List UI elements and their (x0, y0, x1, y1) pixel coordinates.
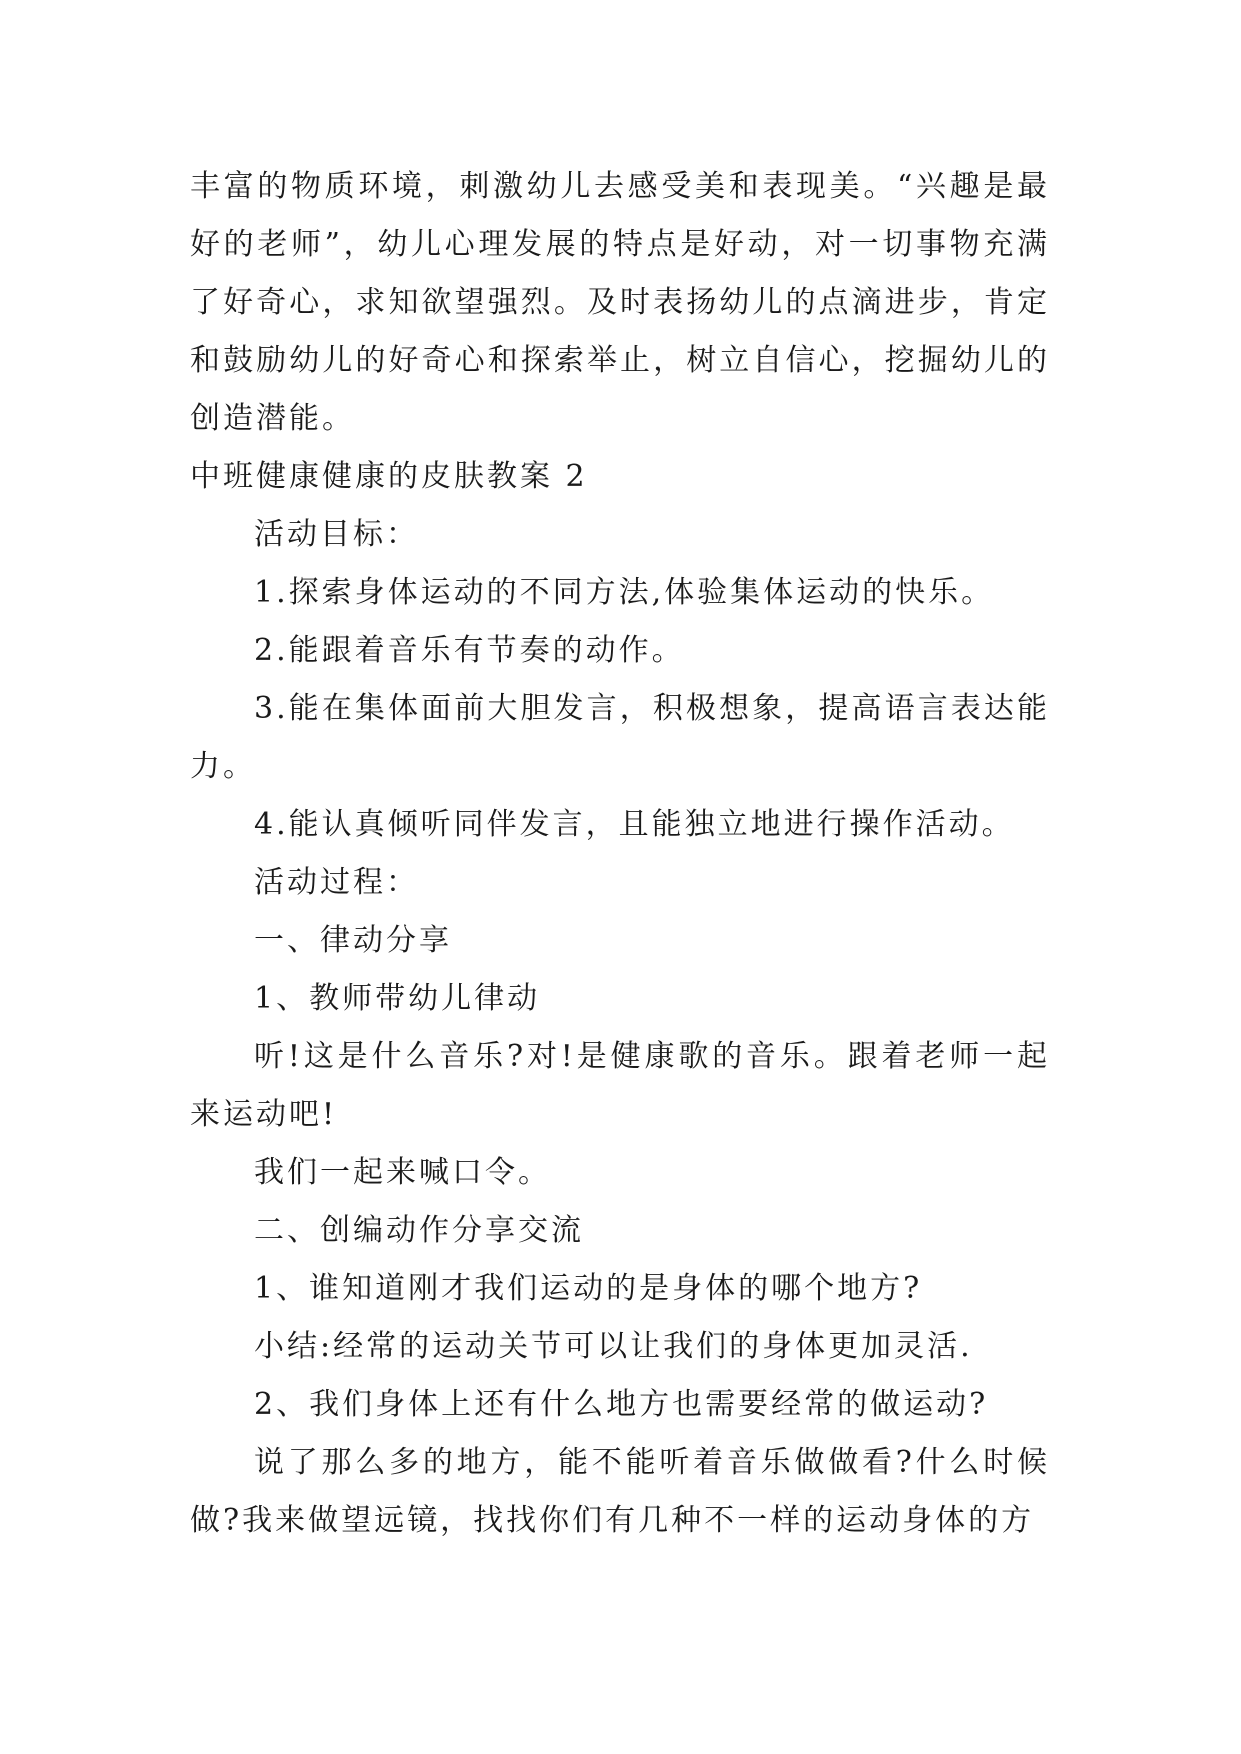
goal-item-3: 3.能在集体面前大胆发言，积极想象，提高语言表达能力。 (190, 691, 1050, 784)
goal-item-2: 2.能跟着音乐有节奏的动作。 (254, 633, 685, 668)
paragraph-shout-command: 我们一起来喊口令。 (254, 1155, 551, 1190)
document-body (190, 158, 1050, 1550)
goal-item-4: 4.能认真倾听同伴发言，且能独立地进行操作活动。 (254, 807, 1015, 842)
goal-item-1: 1.探索身体运动的不同方法,体验集体运动的快乐。 (254, 575, 995, 610)
step-item-2-2: 2、我们身体上还有什么地方也需要经常的做运动? (254, 1387, 989, 1422)
activity-goals-heading: 活动目标： (254, 517, 419, 552)
section-heading: 中班健康健康的皮肤教案 2 (190, 459, 588, 494)
paragraph-listen-music: 听!这是什么音乐?对!是健康歌的音乐。跟着老师一起来运动吧! (190, 1039, 1050, 1132)
step-heading-1: 一、律动分享 (254, 923, 452, 958)
activity-process-heading: 活动过程： (254, 865, 419, 900)
step-item-1-1: 1、教师带幼儿律动 (254, 981, 541, 1016)
paragraph-intro-continuation: 丰富的物质环境，刺激幼儿去感受美和表现美。“兴趣是最好的老师”，幼儿心理发展的特点是好动，对一切事物充满了好奇心，求知欲望强烈。及时表扬幼儿的点滴进步，肯定和鼓励幼儿的好奇心和探索举止，树立自信心，挖掘幼儿的创造潜能。 (190, 169, 1050, 436)
step-heading-2: 二、创编动作分享交流 (254, 1213, 584, 1248)
paragraph-telescope: 说了那么多的地方，能不能听着音乐做做看?什么时候做?我来做望远镜，找找你们有几种不一样的运动身体的方 (190, 1445, 1050, 1538)
summary-paragraph: 小结:经常的运动关节可以让我们的身体更加灵活. (254, 1329, 973, 1364)
step-item-2-1: 1、谁知道刚才我们运动的是身体的哪个地方? (254, 1271, 923, 1306)
